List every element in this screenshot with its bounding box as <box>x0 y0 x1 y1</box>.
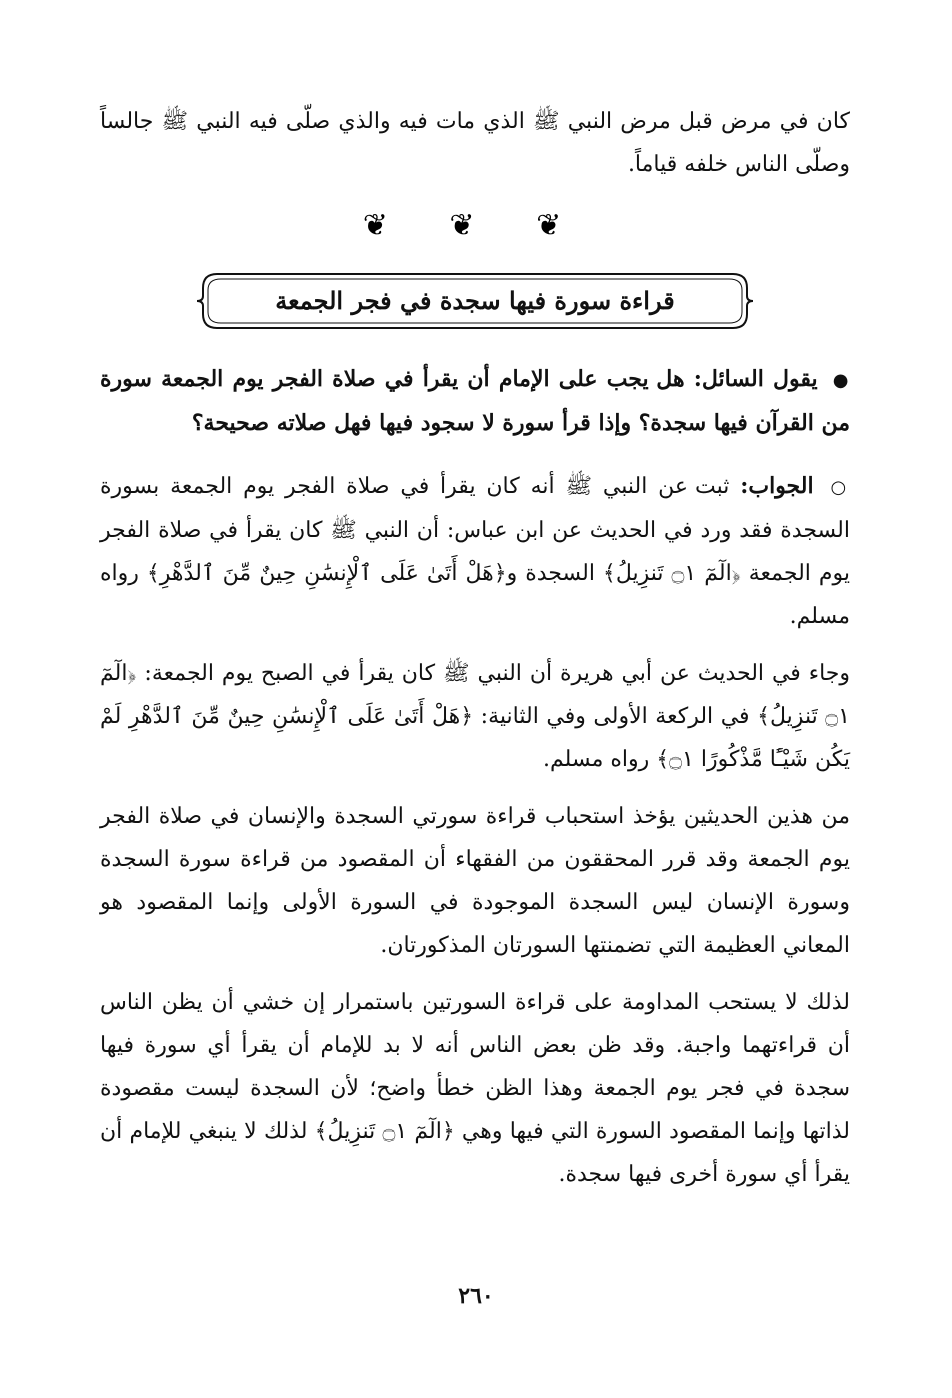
answer-text: ثبت عن النبي ﷺ أنه كان يقرأ في صلاة الفجر يوم الجمعة بسورة السجدة فقد ورد في الحديث عن ابن عباس: أن النبي ﷺ كان يقرأ في صلاة الفجر يوم الجمعة ﴿الٓمٓ ۝١ تَنزِيلُ﴾ السجدة و﴿هَلْ أَتَىٰ عَلَى ٱلْإِنسَٰنِ حِينٌ مِّنَ ٱلدَّهْرِ﴾ رواه مسلم. <box>100 474 850 629</box>
section-heading: قراءة سورة فيها سجدة في فجر الجمعة <box>275 286 675 315</box>
section-heading-frame <box>195 270 755 332</box>
ornament-divider: ❦ ❦ ❦ <box>362 208 588 243</box>
intro-paragraph: كان في مرض قبل مرض النبي ﷺ الذي مات فيه والذي صلّى فيه النبي ﷺ جالساً وصلّى الناس خلفه قياماً. <box>100 109 850 177</box>
bullet-icon: ● <box>832 370 850 391</box>
question-paragraph <box>100 358 850 445</box>
answer-label: الجواب: <box>740 473 814 499</box>
body-paragraph-2: من هذين الحديثين يؤخذ استحباب قراءة سورتي السجدة والإنسان في صلاة الفجر يوم الجمعة وقد قرر المحققون من الفقهاء أن المقصود من قراءة سورة السجدة وسورة الإنسان ليس السجدة الموجودة في السورة الأولى وإنما المقصود هو المعاني العظيمة التي تضمنتها السورتان المذكورتان. <box>100 804 850 958</box>
answer-paragraph <box>100 465 850 638</box>
question-label: يقول السائل: <box>693 366 818 392</box>
question-text: هل يجب على الإمام أن يقرأ في صلاة الفجر يوم الجمعة سورة من القرآن فيها سجدة؟ وإذا قرأ سورة لا سجود فيها فهل صلاته صحيحة؟ <box>100 366 850 436</box>
body-paragraph-1: وجاء في الحديث عن أبي هريرة أن النبي ﷺ كان يقرأ في الصبح يوم الجمعة: ﴿الٓمٓ ۝١ تَنزِيلُ﴾ في الركعة الأولى وفي الثانية: ﴿هَلْ أَتَىٰ عَلَى ٱلْإِنسَٰنِ حِينٌ مِّنَ ٱلدَّهْرِ لَمْ يَكُن شَيْـًٔا مَّذْكُورًا ۝١﴾ رواه مسلم. <box>100 661 850 772</box>
body-paragraph-3: لذلك لا يستحب المداومة على قراءة السورتين باستمرار إن خشي أن يظن الناس أن قراءتهما واجبة. وقد ظن بعض الناس أنه لا بد للإمام أن يقرأ أي سورة فيها سجدة في فجر يوم الجمعة وهذا الظن خطأ واضح؛ لأن السجدة ليست مقصودة لذاتها وإنما المقصود السورة التي فيها وهي ﴿الٓمٓ ۝١ تَنزِيلُ﴾ لذلك لا ينبغي للإمام أن يقرأ أي سورة أخرى فيها سجدة. <box>100 990 850 1187</box>
page-body <box>100 100 850 1210</box>
page-number: ٢٦٠ <box>458 1283 494 1309</box>
circle-marker-icon: ○ <box>830 477 850 498</box>
